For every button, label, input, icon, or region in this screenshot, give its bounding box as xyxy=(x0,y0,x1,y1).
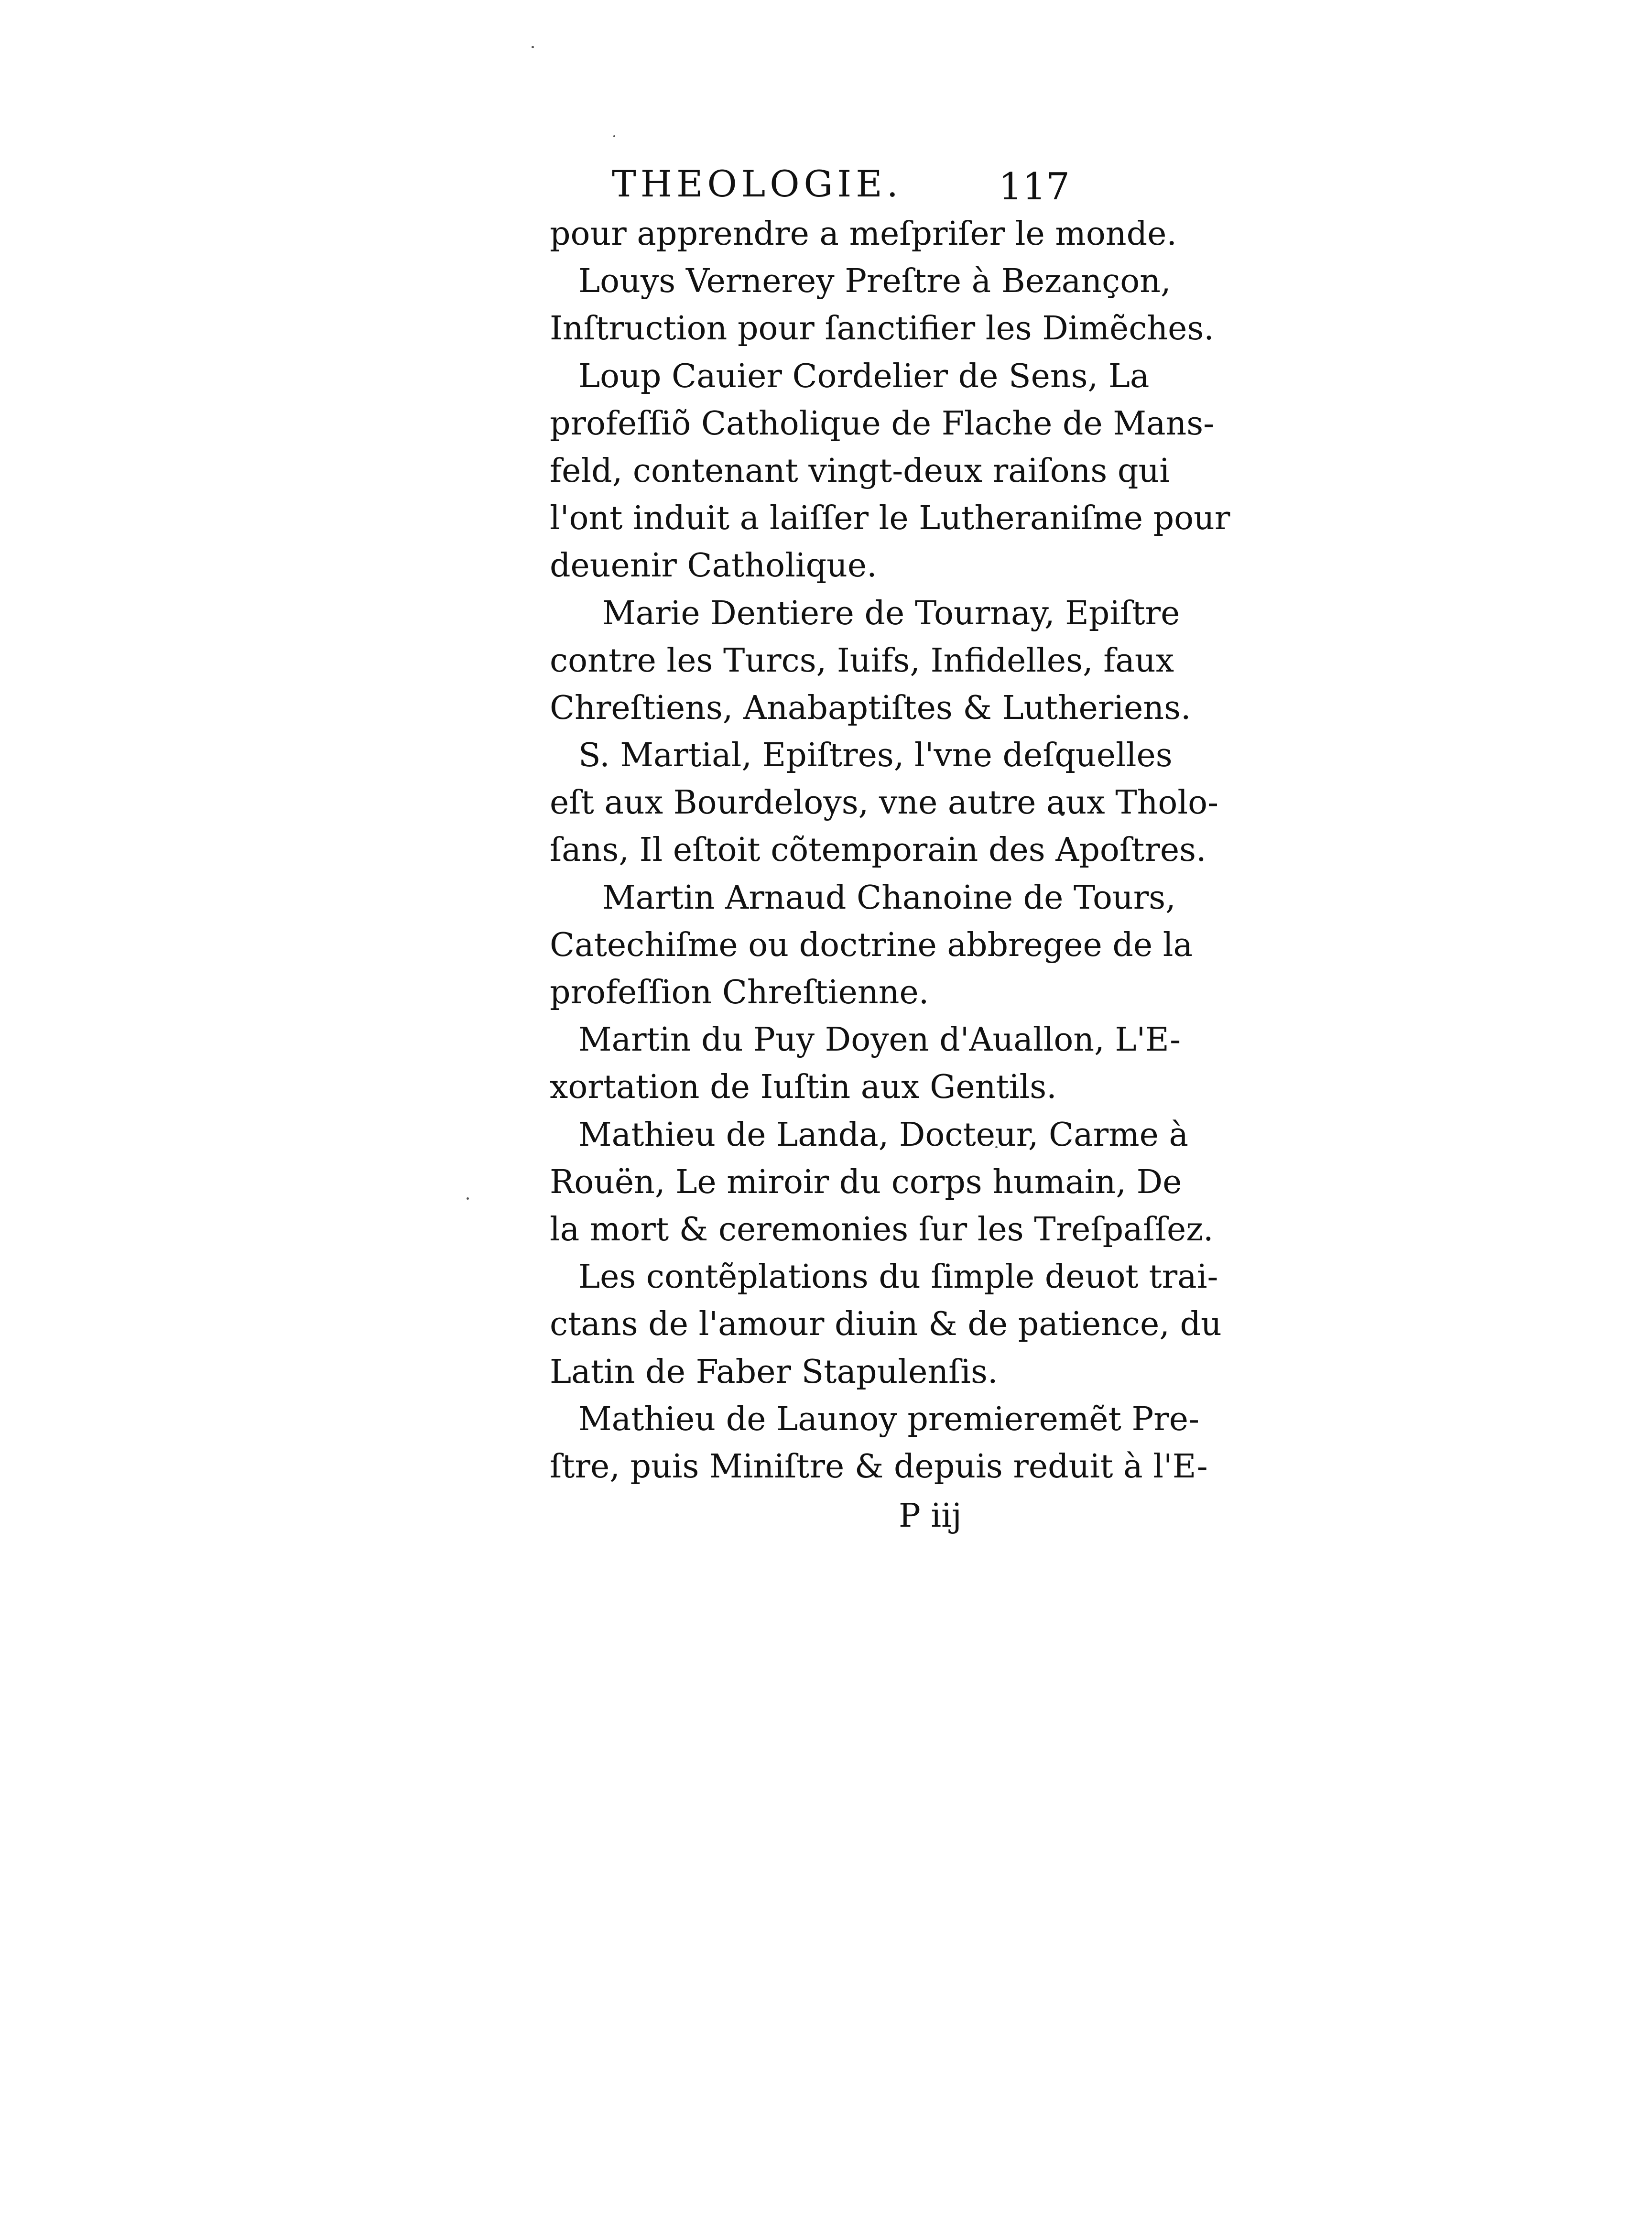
text-line: pour apprendre a meſpriſer le monde. xyxy=(550,215,1177,253)
text-line: Mathieu de Landa, Docteur, Carme à xyxy=(578,1116,1188,1154)
text-line: deuenir Catholique. xyxy=(550,547,877,585)
text-line: Mathieu de Launoy premieremẽt Pre- xyxy=(578,1400,1199,1438)
signature-mark: P iij xyxy=(899,1497,962,1535)
text-line: profeſſiõ Catholique de Flache de Mans- xyxy=(550,404,1215,443)
text-line: Latin de Faber Stapulenſis. xyxy=(550,1353,998,1391)
ink-speck xyxy=(613,135,615,137)
page-text-block xyxy=(550,158,1230,1535)
text-line: S. Martial, Epiſtres, l'vne deſquelles xyxy=(578,737,1173,775)
text-line: ſtre, puis Miniſtre & depuis reduit à l'E- xyxy=(550,1447,1208,1486)
ink-speck xyxy=(467,1197,469,1200)
text-line: Loup Cauier Cordelier de Sens, La xyxy=(578,357,1150,395)
text-line: Les contẽplations du ſimple deuot trai- xyxy=(578,1258,1218,1296)
text-line: ſans, Il eſtoit cõtemporain des Apoſtres. xyxy=(550,831,1206,869)
text-line: Catechiſme ou doctrine abbregee de la xyxy=(550,926,1193,964)
text-line: Martin Arnaud Chanoine de Tours, xyxy=(602,879,1176,917)
text-line: Louys Vernerey Preſtre à Bezançon, xyxy=(578,262,1171,301)
ink-speck xyxy=(532,46,534,48)
text-line: ctans de l'amour diuin & de patience, du xyxy=(550,1305,1222,1344)
text-line: la mort & ceremonies ſur les Treſpaſſez. xyxy=(550,1210,1214,1248)
running-title: THEOLOGIE. xyxy=(612,163,902,205)
text-line: l'ont induit a laiſſer le Lutheraniſme pour xyxy=(550,499,1230,538)
text-line: Rouën, Le miroir du corps humain, De xyxy=(550,1163,1182,1201)
text-line: Martin du Puy Doyen d'Auallon, L'E- xyxy=(578,1021,1181,1059)
text-line: profeſſion Chreſtienne. xyxy=(550,974,929,1011)
running-head xyxy=(550,158,1076,210)
text-line: contre les Turcs, Iuifs, Infidelles, faux xyxy=(550,641,1174,680)
text-line: eſt aux Bourdeloys, vne autre aux Tholo- xyxy=(550,784,1219,822)
body-text xyxy=(550,210,1230,1490)
text-line: xortation de Iuſtin aux Gentils. xyxy=(550,1068,1057,1107)
text-line: Inſtruction pour ſanctifier les Dimẽches. xyxy=(550,310,1214,348)
text-line: Chreſtiens, Anabaptiſtes & Lutheriens. xyxy=(550,689,1191,727)
text-line: Marie Dentiere de Tournay, Epiſtre xyxy=(602,594,1180,632)
text-line: feld, contenant vingt-deux raiſons qui xyxy=(550,452,1170,490)
page-number: 117 xyxy=(999,165,1070,208)
